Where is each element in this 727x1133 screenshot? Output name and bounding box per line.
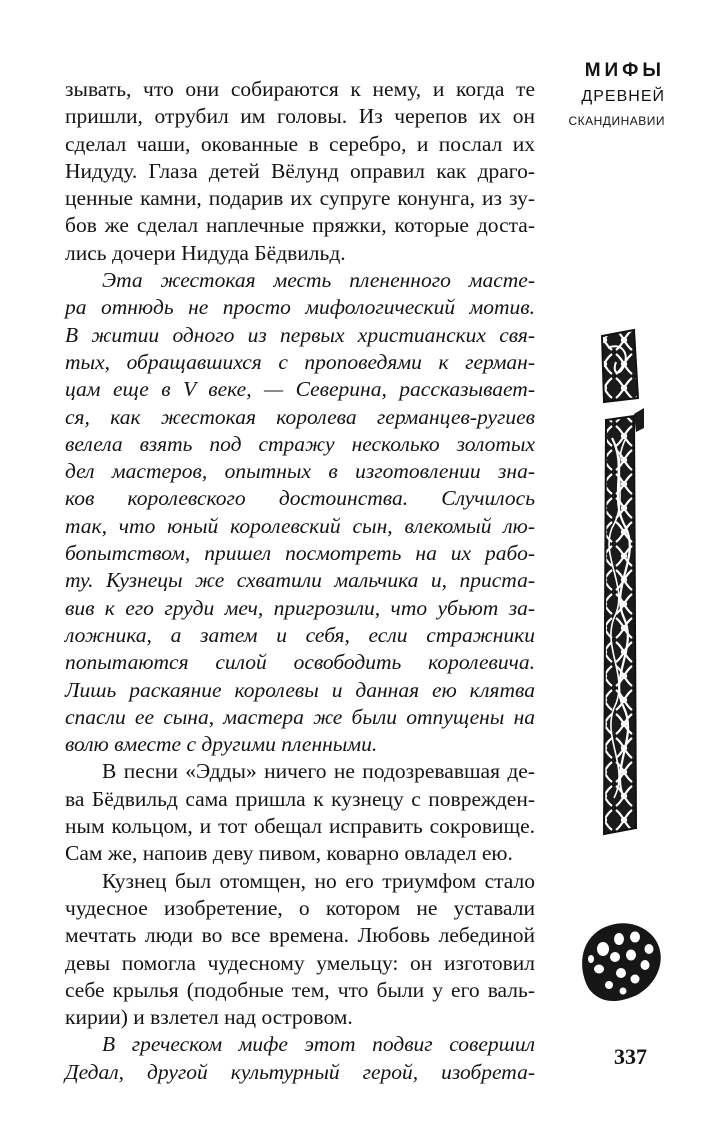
text-line: пришли, отрубил им головы. Из черепов их он: [65, 104, 535, 129]
text-line: так, что юный королевский сын, влекомый лю-: [65, 513, 535, 538]
paragraph-5: [65, 1031, 535, 1086]
openwork-brooch-icon: [575, 915, 665, 1005]
text-line: дел мастеров, опытных в изготовлении зна-: [65, 459, 535, 484]
text-line: ту. Кузнецы же схватили мальчика и, приста-: [65, 568, 535, 593]
text-line: Нидуду. Глаза детей Вёлунд оправил как драго-: [65, 158, 535, 183]
text-line: В греческом мифе этот подвиг совершил: [102, 1032, 535, 1057]
text-line: ра отнюдь не просто мифологический мотив.: [65, 295, 535, 320]
text-line: Дедал, другой культурный герой, изобрета-: [65, 1059, 535, 1084]
text-line: вив к его груди меч, пригрозили, что убьют за-: [65, 595, 535, 620]
text-line: кирии) и взлетел над островом.: [65, 1005, 353, 1030]
text-line: зывать, что они собираются к нему, и когда те: [65, 77, 535, 101]
text-line: девы помогла чудесному умельцу: он изготовил: [65, 950, 535, 975]
text-line: ков королевского достоинства. Случилось: [65, 486, 535, 511]
text-line: ся, как жестокая королева германцев-ругиев: [65, 404, 535, 429]
text-line: бопытством, пришел посмотреть на их рабо-: [65, 541, 535, 566]
text-line: лись дочери Нидуда Бёдвильд.: [65, 240, 346, 265]
text-line: Эта жестокая месть плененного масте-: [102, 268, 535, 293]
text-line: бов же сделал наплечные пряжки, которые доста-: [65, 213, 535, 238]
paragraph-3: [65, 758, 535, 867]
paragraph-1: [65, 76, 535, 267]
text-line: цам еще в V веке, — Северина, рассказывает-: [65, 377, 535, 402]
text-line: ным кольцом, и тот обещал исправить сокровище.: [65, 814, 535, 839]
text-line: волю вместе с другими пленными.: [65, 732, 378, 757]
text-line: ва Бёдвильд сама пришла к кузнецу с поврежден-: [65, 786, 535, 811]
text-line: сделал чаши, окованные в серебро, и послал их: [65, 131, 535, 156]
text-line: Кузнец был отомщен, но его триумфом стало: [102, 868, 535, 893]
page-number: 337: [614, 1044, 647, 1069]
knotwork-strip-icon: [594, 328, 646, 838]
paragraph-4: [65, 868, 535, 1032]
text-line: себе крылья (подобные тем, что были у его валь-: [65, 977, 535, 1002]
text-line: чудесное изобретение, о котором не уставали: [65, 895, 535, 920]
text-line: спасли ее сына, мастера же были отпущены на: [65, 704, 535, 729]
text-line: мечтать люди во все времена. Любовь лебединой: [65, 923, 535, 948]
text-line: В песни «Эдды» ничего не подозревавшая де-: [102, 759, 535, 784]
text-line: попытаются силой освободить королевича.: [65, 650, 535, 675]
header-title-line3: СКАНДИНАВИИ: [568, 114, 665, 128]
running-header: [545, 58, 665, 132]
text-line: ценные камни, подарив их супруге конунга, из зу-: [65, 186, 535, 211]
header-title-line1: МИФЫ: [584, 60, 665, 81]
text-line: Лишь раскаяние королевы и данная ею клятва: [65, 677, 535, 702]
text-line: ложника, а затем и себя, если стражники: [65, 622, 535, 647]
text-line: В житии одного из первых христианских свя-: [65, 322, 535, 347]
body-text: [65, 76, 535, 1086]
text-line: Сам же, напоив деву пивом, коварно овладел ею.: [65, 841, 513, 866]
text-line: тых, обращавшихся с проповедями к герман-: [65, 349, 535, 374]
header-title-line2: ДРЕВНЕЙ: [581, 88, 665, 105]
text-line: велела взять под стражу несколько золотых: [65, 431, 535, 456]
paragraph-2: [65, 267, 535, 758]
